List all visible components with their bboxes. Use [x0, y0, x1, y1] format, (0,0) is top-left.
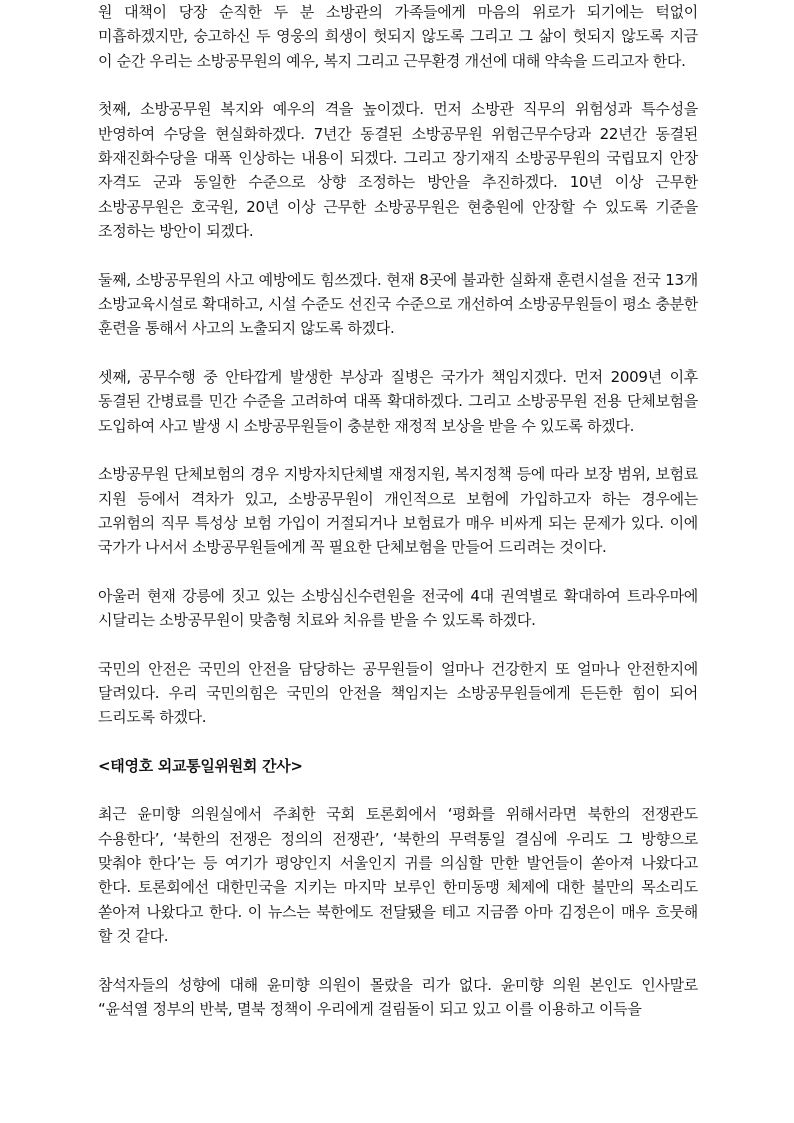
paragraph-intro: 원 대책이 당장 순직한 두 분 소방관의 가족들에게 마음의 위로가 되기에는 턱없이 미흡하겠지만, 숭고하신 두 영웅의 희생이 헛되지 않도록 그리고 그 삶이 헛되지 않도록 지금 이 순간 우리는 소방공무원의 예우, 복지 그리고 근무환경 개선에 대해 약속을 드리고자 한다.	[98, 3, 698, 70]
speaker-heading: <태영호 외교통일위원회 간사>	[98, 756, 303, 775]
paragraph-participants: 참석자들의 성향에 대해 윤미향 의원이 몰랐을 리가 없다. 윤미향 의원 본인도 인사말로 “윤석열 정부의 반북, 멸북 정책이 우리에게 걸림돌이 되고 있고 이를 이용하고 이득을	[98, 975, 698, 1018]
document-page	[98, 0, 698, 1021]
paragraph-third-pledge: 셋째, 공무수행 중 안타깝게 발생한 부상과 질병은 국가가 책임지겠다. 먼저 2009년 이후 동결된 간병료를 민간 수준을 고려하여 대폭 확대하겠다. 그리고 소방공무원 전용 단체보험을 도입하여 사고 발생 시 소방공무원들이 충분한 재정적 보상을 받을 수 있도록 하겠다.	[98, 367, 698, 435]
paragraph-second-pledge: 둘째, 소방공무원의 사고 예방에도 힘쓰겠다. 현재 8곳에 불과한 실화재 훈련시설을 전국 13개 소방교육시설로 확대하고, 시설 수준도 선진국 수준으로 개선하여 소방공무원들이 평소 충분한 훈련을 통해서 사고의 노출되지 않도록 하겠다.	[98, 270, 698, 338]
paragraph-forum-remarks: 최근 윤미향 의원실에서 주최한 국회 토론회에서 ‘평화를 위해서라면 북한의 전쟁관도 수용한다’, ‘북한의 전쟁은 정의의 전쟁관’, ‘북한의 무력통일 결심에 우리도 그 방향으로 맞춰야 한다’는 등 여기가 평양인지 서울인지 귀를 의심할 만한 발언들이 쏟아져 나왔다고 한다. 토론회에선 대한민국을 지키는 마지막 보루인 한미동맹 체제에 대한 불만의 목소리도 쏟아져 나왔다고 한다. 이 뉴스는 북한에도 전달됐을 테고 지금쯤 아마 김정은이 매우 흐뭇해 할 것 같다.	[98, 805, 698, 946]
paragraph-first-pledge: 첫째, 소방공무원 복지와 예우의 격을 높이겠다. 먼저 소방관 직무의 위험성과 특수성을 반영하여 수당을 현실화하겠다. 7년간 동결된 소방공무원 위험근무수당과 22년간 동결된 화재진화수당을 대폭 인상하는 내용이 되겠다. 그리고 장기재직 소방공무원의 국립묘지 안장 자격도 군과 동일한 수준으로 상향 조정하는 방안을 추진하겠다. 10년 이상 근무한 소방공무원은 호국원, 20년 이상 근무한 소방공무원은 현충원에 안장할 수 있도록 기준을 조정하는 방안이 되겠다.	[98, 100, 698, 241]
paragraph-group-insurance: 소방공무원 단체보험의 경우 지방자치단체별 재정지원, 복지정책 등에 따라 보장 범위, 보험료 지원 등에서 격차가 있고, 소방공무원이 개인적으로 보험에 가입하고자 하는 경우에는 고위험의 직무 특성상 보험 가입이 거절되거나 보험료가 매우 비싸게 되는 문제가 있다. 이에 국가가 나서서 소방공무원들에게 꼭 필요한 단체보험을 만들어 드리려는 것이다.	[98, 465, 698, 557]
paragraph-public-safety: 국민의 안전은 국민의 안전을 담당하는 공무원들이 얼마나 건강한지 또 얼마나 안전한지에 달려있다. 우리 국민의힘은 국민의 안전을 책임지는 소방공무원들에게 든든한 힘이 되어 드리도록 하겠다.	[98, 659, 698, 727]
paragraph-healing-center: 아울러 현재 강릉에 짓고 있는 소방심신수련원을 전국에 4대 권역별로 확대하여 트라우마에 시달리는 소방공무원이 맞춤형 치료와 치유를 받을 수 있도록 하겠다.	[98, 586, 698, 630]
